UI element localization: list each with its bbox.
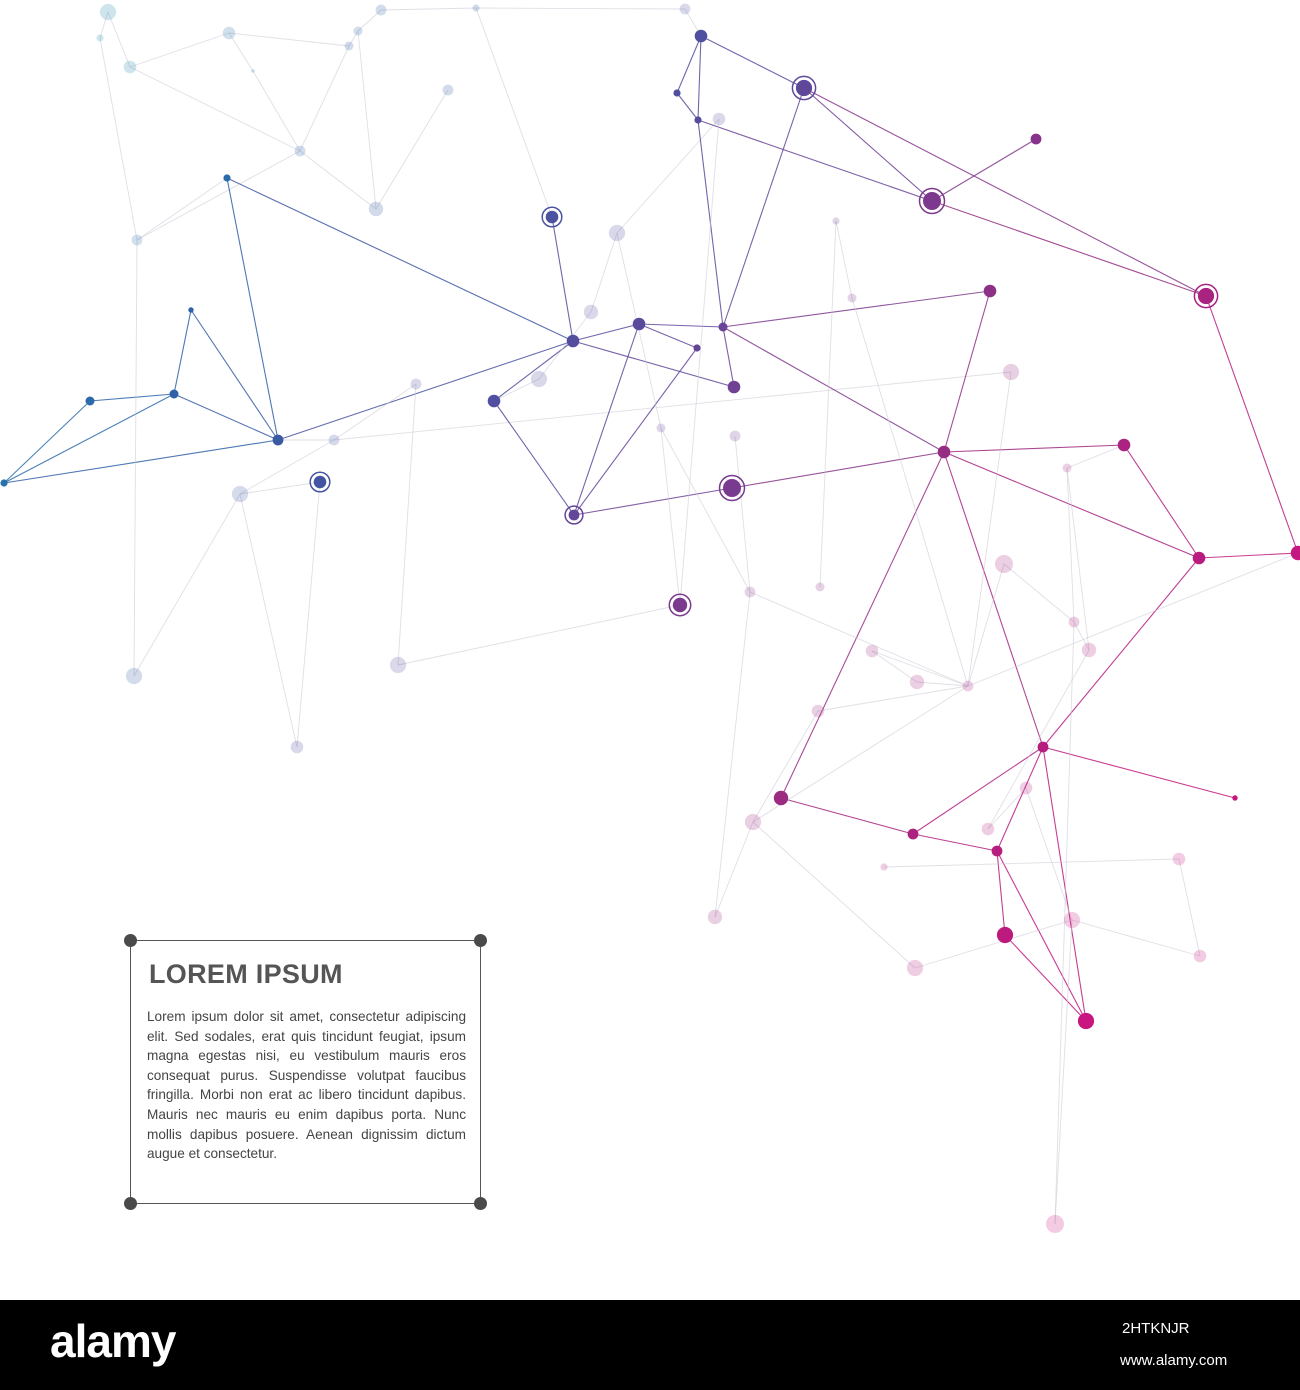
network-node <box>984 285 997 298</box>
network-node <box>411 379 422 390</box>
network-node <box>812 705 825 718</box>
network-node <box>329 435 340 446</box>
network-node <box>997 927 1013 943</box>
network-node <box>982 823 995 836</box>
network-link <box>913 834 997 851</box>
text-box <box>130 940 481 1204</box>
network-node <box>673 89 680 96</box>
network-link <box>753 822 915 968</box>
network-link <box>4 401 90 483</box>
network-link <box>240 494 297 747</box>
network-link <box>108 12 130 67</box>
network-node <box>695 30 708 43</box>
network-node <box>170 390 179 399</box>
corner-dot-bottom-right <box>474 1197 487 1210</box>
network-link <box>988 650 1089 829</box>
network-node <box>1198 288 1214 304</box>
network-link <box>836 221 852 298</box>
network-node <box>816 583 825 592</box>
network-link <box>174 310 191 394</box>
network-node <box>693 344 700 351</box>
network-link <box>334 384 416 440</box>
network-node <box>657 424 666 433</box>
network-link <box>750 592 968 686</box>
network-node <box>126 668 142 684</box>
network-node <box>730 431 741 442</box>
network-node <box>633 318 646 331</box>
network-node <box>923 192 941 210</box>
network-link <box>872 651 917 682</box>
network-node <box>488 395 501 408</box>
network-link <box>381 8 476 10</box>
network-link <box>818 686 968 711</box>
network-link <box>820 221 836 587</box>
network-node <box>995 555 1013 573</box>
network-link <box>698 120 932 201</box>
network-node <box>866 645 879 658</box>
network-node <box>100 4 116 20</box>
network-node <box>908 829 919 840</box>
network-link <box>1124 445 1199 558</box>
network-link <box>1004 564 1074 622</box>
network-link <box>300 46 349 151</box>
footer-bar <box>0 1300 1300 1390</box>
network-node <box>745 814 761 830</box>
network-node <box>1063 464 1072 473</box>
network-node <box>907 960 923 976</box>
network-link <box>1067 468 1074 622</box>
network-node <box>1173 853 1186 866</box>
network-node <box>369 202 383 216</box>
network-node <box>472 4 479 11</box>
network-node <box>546 211 559 224</box>
network-link <box>552 217 573 341</box>
network-node <box>1232 795 1237 800</box>
network-link <box>915 920 1072 968</box>
network-node <box>223 174 230 181</box>
network-node <box>796 80 812 96</box>
network-link <box>781 798 913 834</box>
network-link <box>130 67 300 151</box>
network-node <box>728 381 741 394</box>
network-link <box>639 324 723 327</box>
network-node <box>1038 742 1049 753</box>
network-link <box>677 93 698 120</box>
network-link <box>1179 859 1200 956</box>
corner-dot-top-left <box>124 934 137 947</box>
network-link <box>639 324 697 348</box>
network-link <box>968 564 1004 686</box>
box-body-text: Lorem ipsum dolor sit amet, consectetur adipiscing elit. Sed sodales, erat quis tincidunt feugiat, ipsum magna egestas nisi, eu vestibulum mauris eros consequat purus. Suspendisse volutpat faucibus fringilla. Morbi non erat ac libero tincidunt dapibus. Mauris nec mauris eu enim dapibus porta. Nunc mollis dapibus posuere. Aenean dignissim dictum augue et consectetur. <box>147 1009 466 1162</box>
network-node <box>273 435 284 446</box>
network-link <box>723 291 990 327</box>
network-link <box>698 36 701 120</box>
network-node <box>694 116 701 123</box>
network-link <box>968 372 1011 686</box>
network-node <box>390 657 406 673</box>
network-link <box>494 401 574 515</box>
network-link <box>227 178 573 341</box>
network-node <box>443 85 454 96</box>
network-node <box>1082 643 1096 657</box>
network-node <box>295 146 306 157</box>
network-link <box>297 482 320 747</box>
network-node <box>569 510 580 521</box>
network-node <box>345 42 354 51</box>
box-title: LOREM IPSUM <box>149 959 343 989</box>
network-node <box>188 307 193 312</box>
network-node <box>1046 1215 1064 1233</box>
network-node <box>232 486 248 502</box>
network-node <box>938 446 951 459</box>
network-node <box>1064 912 1080 928</box>
network-node <box>880 863 887 870</box>
network-link <box>134 240 137 676</box>
network-link <box>398 384 416 665</box>
network-node <box>223 27 236 40</box>
network-link <box>701 36 804 88</box>
network-link <box>661 428 680 605</box>
network-link <box>300 151 376 209</box>
network-node <box>992 846 1003 857</box>
network-node <box>1003 364 1019 380</box>
network-node <box>848 294 857 303</box>
network-link <box>932 201 1206 296</box>
corner-dot-bottom-left <box>124 1197 137 1210</box>
network-link <box>1206 296 1298 553</box>
network-link <box>988 788 1026 829</box>
network-node <box>774 791 788 805</box>
network-node <box>1031 134 1042 145</box>
network-node <box>314 476 327 489</box>
network-link <box>1199 553 1298 558</box>
network-link <box>1072 920 1200 956</box>
network-node <box>1069 617 1080 628</box>
image-id: 2HTKNJR <box>1122 1320 1190 1337</box>
network-link <box>574 348 697 515</box>
network-link <box>1043 558 1199 747</box>
alamy-logo: alamy <box>50 1315 176 1367</box>
network-link <box>90 394 174 401</box>
network-link <box>134 494 240 676</box>
network-link <box>278 341 573 440</box>
network-link <box>240 482 320 494</box>
network-node <box>86 397 95 406</box>
network-link <box>137 178 227 240</box>
network-link <box>781 452 944 798</box>
network-node <box>567 335 580 348</box>
footer-url: www.alamy.com <box>1120 1352 1228 1369</box>
network-link <box>723 327 734 387</box>
network-link <box>476 8 685 9</box>
network-node <box>673 598 687 612</box>
network-node <box>124 61 137 74</box>
network-link <box>137 151 300 240</box>
network-node <box>719 323 728 332</box>
network-link <box>715 822 753 917</box>
network-node <box>132 235 143 246</box>
network-node <box>354 27 363 36</box>
network-node <box>708 910 722 924</box>
network-link <box>574 488 732 515</box>
corner-dot-top-right <box>474 934 487 947</box>
network-link <box>130 33 229 67</box>
network-node <box>251 69 255 73</box>
network-link <box>715 592 750 917</box>
network-link <box>677 36 701 93</box>
network-node <box>1291 546 1300 560</box>
network-node <box>963 681 974 692</box>
network-link <box>617 119 719 233</box>
network-link <box>944 291 990 452</box>
network-node <box>96 34 103 41</box>
network-node <box>376 5 387 16</box>
network-link <box>229 33 349 46</box>
network-node <box>1020 782 1033 795</box>
network-node <box>1078 1013 1094 1029</box>
network-link <box>574 324 639 515</box>
network-link <box>723 88 804 327</box>
network-node <box>713 113 726 126</box>
network-link <box>1043 747 1235 798</box>
network-link <box>680 119 719 605</box>
network-link <box>852 298 968 686</box>
network-link <box>1067 445 1124 468</box>
network-link <box>398 605 680 665</box>
network-node <box>832 217 839 224</box>
network-link <box>804 88 1206 296</box>
network-link <box>1005 935 1086 1021</box>
network-link <box>591 233 617 312</box>
network-node <box>745 587 756 598</box>
network-link <box>932 139 1036 201</box>
network-link <box>723 327 944 452</box>
network-link <box>732 452 944 488</box>
network-node <box>723 479 741 497</box>
network-node <box>0 479 7 486</box>
network-link <box>573 324 639 341</box>
network-node <box>680 4 691 15</box>
network-node <box>1193 552 1206 565</box>
network-node <box>291 741 304 754</box>
network-link <box>968 553 1298 686</box>
network-link <box>358 31 376 209</box>
network-node <box>1118 439 1131 452</box>
network-link <box>376 90 448 209</box>
network-node <box>609 225 625 241</box>
network-link <box>227 178 278 440</box>
network-link <box>884 859 1179 867</box>
network-link <box>476 8 552 217</box>
network-link <box>334 372 1011 440</box>
network-node <box>910 675 924 689</box>
network-link <box>229 33 253 71</box>
network-link <box>944 445 1124 452</box>
network-node <box>584 305 598 319</box>
network-link <box>539 312 591 379</box>
network-link <box>573 341 734 387</box>
network-node <box>1194 950 1207 963</box>
network-node <box>531 371 547 387</box>
